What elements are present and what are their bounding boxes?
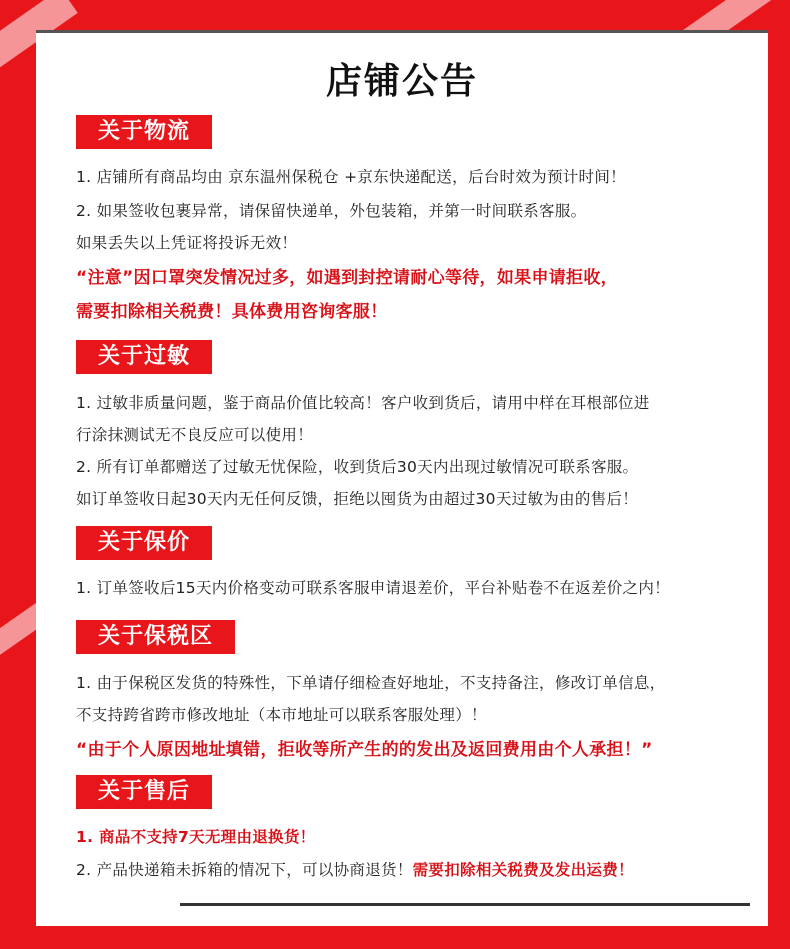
section-heading-price-protection: 关于保价	[76, 526, 212, 560]
logistics-notice-2: 需要扣除相关税费！具体费用咨询客服！	[76, 302, 388, 322]
allergy-line-3: 2. 所有订单都赠送了过敏无忧保险，收到货后30天内出现过敏情况可联系客服。	[76, 458, 639, 476]
allergy-line-4: 如订单签收日起30天内无任何反馈，拒绝以囤货为由超过30天过敏为由的售后！	[76, 490, 639, 508]
bonded-zone-line-2: 不支持跨省跨市修改地址（本市地址可以联系客服处理）！	[76, 706, 487, 724]
section-heading-bonded-zone: 关于保税区	[76, 620, 235, 654]
bonded-zone-notice: “由于个人原因地址填错，拒收等所产生的的发出及返回费用由个人承担！”	[76, 740, 653, 760]
after-sales-fee-note: 需要扣除相关税费及发出运费！	[412, 861, 634, 879]
logistics-line-3: 如果丢失以上凭证将投诉无效！	[76, 234, 298, 252]
bonded-zone-line-1: 1. 由于保税区发货的特殊性，下单请仔细检查好地址，不支持备注，修改订单信息，	[76, 674, 666, 692]
page-title: 店铺公告	[325, 61, 478, 102]
after-sales-line-2	[76, 858, 634, 880]
price-protection-line-1: 1. 订单签收后15天内价格变动可联系客服申请退差价，平台补贴卷不在返差价之内！	[76, 579, 670, 597]
allergy-line-2: 行涂抹测试无不良反应可以使用！	[76, 426, 314, 444]
after-sales-line-1: 1. 商品不支持7天无理由退换货！	[76, 828, 316, 846]
after-sales-line-2-text: 2. 产品快递箱未拆箱的情况下，可以协商退货！	[76, 861, 413, 879]
logistics-line-1: 1. 店铺所有商品均由 京东温州保税仓 +京东快递配送，后台时效为预计时间！	[76, 168, 626, 186]
logistics-notice-1: “注意”因口罩突发情况过多，如遇到封控请耐心等待，如果申请拒收，	[76, 268, 618, 288]
allergy-line-1: 1. 过敏非质量问题，鉴于商品价值比较高！客户收到货后，请用中样在耳根部位进	[76, 394, 650, 412]
section-heading-after-sales: 关于售后	[76, 775, 212, 809]
section-heading-allergy: 关于过敏	[76, 340, 212, 374]
section-heading-logistics: 关于物流	[76, 115, 212, 149]
logistics-line-2: 2. 如果签收包裹异常，请保留快递单，外包装箱，并第一时间联系客服。	[76, 202, 587, 220]
card-bottom-rule	[180, 903, 750, 906]
announcement-card	[36, 30, 768, 926]
